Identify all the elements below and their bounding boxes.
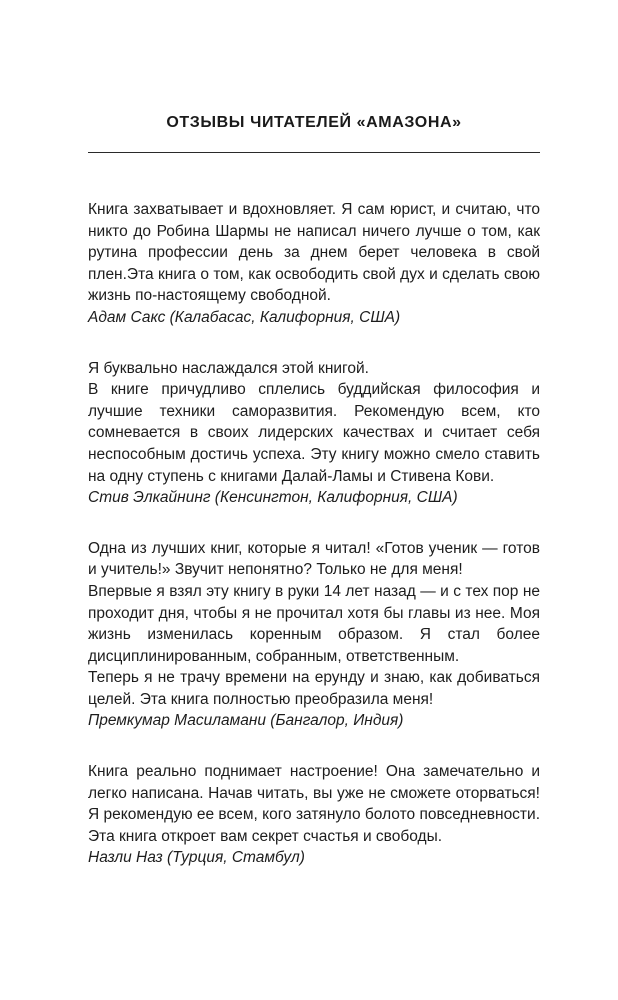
review-premkumar-masilamani: [88, 538, 540, 732]
review-attribution: Адам Сакс (Калабасас, Калифорния, США): [88, 308, 401, 326]
review-attribution: Стив Элкайнинг (Кенсингтон, Калифорния, США): [88, 489, 458, 507]
chapter-title: ОТЗЫВЫ ЧИТАТЕЛЕЙ «АМАЗОНА»: [166, 114, 462, 131]
review-paragraph: Впервые я взял эту книгу в руки 14 лет назад — и с тех пор не проходит дня, чтобы я не прочитал хотя бы главы из нее. Моя жизнь изменилась коренным образом. Я стал более дисциплинированным, собранным, ответственным.: [88, 582, 540, 665]
review-nazli-naz: [88, 761, 540, 869]
review-attribution: Назли Наз (Турция, Стамбул): [88, 849, 305, 867]
review-attribution: Премкумар Масиламани (Бангалор, Индия): [88, 712, 404, 730]
review-steve-elkaining: [88, 358, 540, 509]
review-paragraph: В книге причудливо сплелись буддийская философия и лучшие техники саморазвития. Рекомендую всем, кто сомневается в своих лидерских качествах и считает себя неспособным достичь успеха. Эту книгу можно смело ставить на одну ступень с книгами Далай-Ламы и Стивена Кови.: [88, 381, 540, 485]
review-paragraph: Одна из лучших книг, которые я читал! «Готов ученик — готов и учитель!» Звучит непонятно? Только не для меня!: [88, 539, 540, 579]
reviews-section: [88, 199, 540, 869]
review-paragraph: Я буквально наслаждался этой книгой.: [88, 359, 369, 377]
review-paragraph: Теперь я не трачу времени на ерунду и знаю, как добиваться целей. Эта книга полностью преобразила меня!: [88, 669, 540, 708]
review-paragraph: Книга реально поднимает настроение! Она замечательно и легко написана. Начав читать, вы уже не сможете оторваться! Я рекомендую ее всем, кого затянуло болото повседневности. Эта книга откроет вам секрет счастья и свободы.: [88, 763, 540, 845]
review-paragraph: Книга захватывает и вдохновляет. Я сам юрист, и считаю, что никто до Робина Шармы не написал ничего лучше о том, как рутина профессии день за днем берет человека в свой плен.Эта книга о том, как освободить свой дух и сделать свою жизнь по-настоящему свободной.: [88, 201, 540, 305]
review-adam-saks: [88, 199, 540, 329]
title-divider: [88, 152, 540, 153]
